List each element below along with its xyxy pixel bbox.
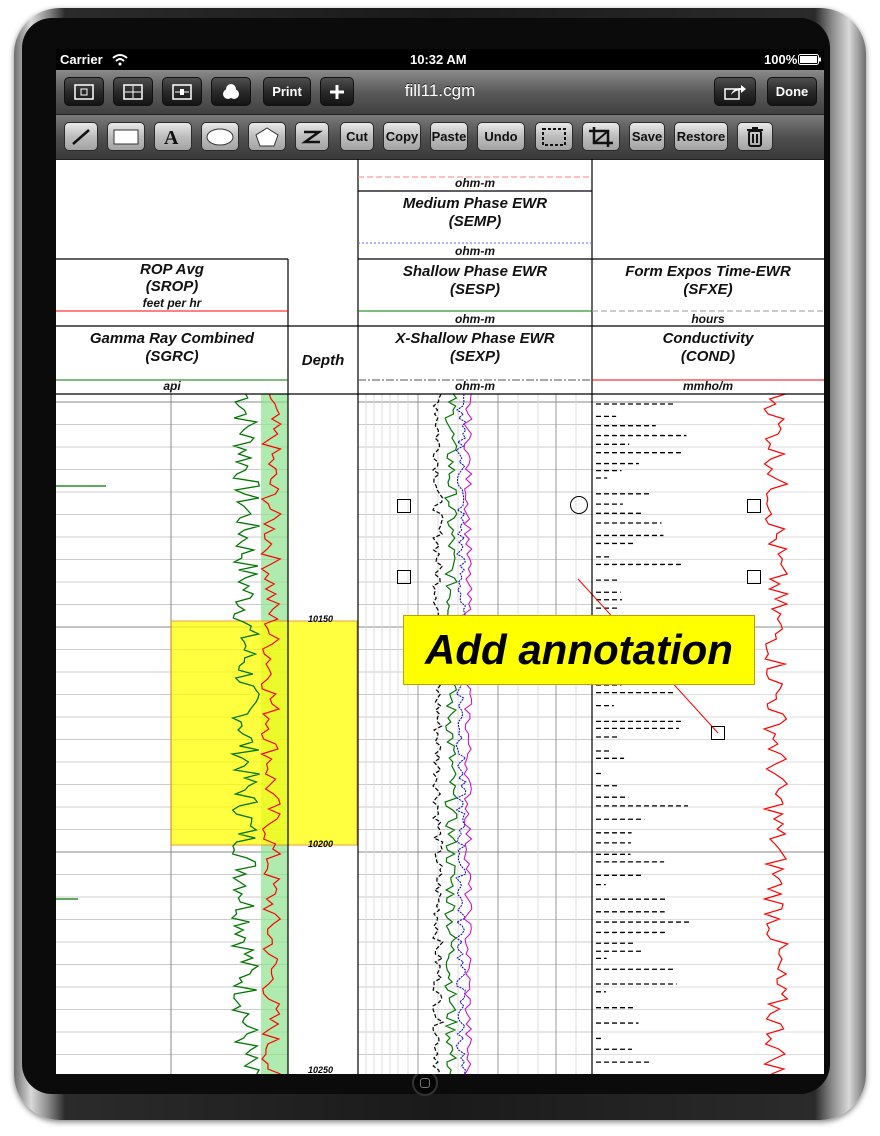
depth-label-10250: 10250 (308, 1065, 334, 1074)
form-expos-code: (SFXE) (683, 281, 733, 298)
carrier-label: Carrier (60, 52, 103, 67)
depth-label-10150: 10150 (308, 614, 334, 624)
document-title: fill11.cgm (404, 81, 476, 100)
line-icon (70, 128, 92, 146)
top-toolbar (56, 70, 824, 115)
cond-code: (COND) (680, 348, 736, 365)
print-button[interactable]: Print (263, 77, 311, 106)
medium-phase-code: (SEMP) (448, 213, 502, 230)
depth-header: Depth (301, 352, 345, 369)
wifi-icon (112, 53, 128, 66)
delete-button[interactable] (737, 122, 773, 151)
text-icon (161, 127, 185, 147)
resize-handle-bottom-left[interactable] (397, 570, 411, 584)
gamma-name: Gamma Ray Combined (89, 330, 255, 347)
status-bar (56, 49, 824, 70)
polygon-tool-button[interactable] (248, 122, 286, 151)
cut-button[interactable]: Cut (340, 122, 374, 151)
crop-tool-button[interactable] (582, 122, 620, 151)
xshallow-unit: ohm-m (455, 379, 495, 393)
trash-icon (746, 126, 764, 148)
depth-label-10200: 10200 (308, 839, 334, 849)
gamma-code: (SGRC) (145, 348, 199, 365)
save-button[interactable]: Save (629, 122, 665, 151)
copy-button[interactable]: Copy (383, 122, 421, 151)
paste-button[interactable]: Paste (430, 122, 468, 151)
drawing-toolbar (56, 115, 824, 160)
resize-handle-top-left[interactable] (397, 499, 411, 513)
crop-icon (588, 126, 614, 148)
share-icon (723, 83, 747, 101)
medium-phase-unit: ohm-m (455, 244, 495, 258)
clock: 10:32 AM (410, 52, 467, 67)
rop-name: ROP Avg (140, 261, 204, 278)
ellipse-icon (206, 128, 234, 146)
battery-icon (798, 54, 822, 65)
annotation-box[interactable] (403, 615, 755, 685)
battery-label: 100% (764, 52, 798, 67)
screen (56, 49, 824, 1074)
shallow-phase-unit: ohm-m (455, 312, 495, 326)
rectangle-icon (113, 128, 139, 146)
conductivity-curve (764, 394, 788, 1074)
polyline-tool-button[interactable] (295, 122, 329, 151)
top-partial-unit: ohm-m (455, 176, 495, 190)
rotate-handle[interactable] (570, 496, 588, 514)
leader-anchor-handle[interactable] (711, 726, 725, 740)
form-expos-name: Form Expos Time-EWR (625, 263, 791, 280)
cond-unit: mmho/m (682, 379, 733, 393)
shallow-curve (445, 394, 457, 1074)
share-button[interactable] (714, 77, 756, 106)
shallow-phase-code: (SESP) (449, 281, 500, 298)
undo-button[interactable]: Undo (477, 122, 525, 151)
form-expos-unit: hours (691, 312, 725, 326)
polygon-icon (255, 127, 279, 147)
resize-handle-bottom-right[interactable] (747, 570, 761, 584)
cond-name: Conductivity (662, 330, 754, 347)
xshallow-name: X-Shallow Phase EWR (395, 330, 555, 347)
restore-button[interactable]: Restore (674, 122, 728, 151)
gamma-unit: api (163, 379, 181, 393)
medium-phase-name: Medium Phase EWR (402, 195, 548, 212)
svg-text:A: A (164, 126, 179, 147)
resize-handle-top-right[interactable] (747, 499, 761, 513)
annotation-text: Add annotation (425, 626, 733, 673)
polyline-icon (301, 128, 323, 146)
line-tool-button[interactable] (64, 122, 98, 151)
rectangle-tool-button[interactable] (107, 122, 145, 151)
shallow-phase-name: Shallow Phase EWR (402, 263, 548, 280)
select-tool-button[interactable] (535, 122, 573, 151)
rop-unit: feet per hr (142, 296, 202, 310)
done-button[interactable]: Done (767, 77, 817, 106)
rop-code: (SROP) (145, 278, 199, 295)
text-tool-button[interactable] (154, 122, 192, 151)
ellipse-tool-button[interactable] (201, 122, 239, 151)
log-canvas[interactable] (56, 159, 824, 1074)
selection-icon (541, 127, 567, 147)
xshallow-code: (SEXP) (449, 348, 500, 365)
